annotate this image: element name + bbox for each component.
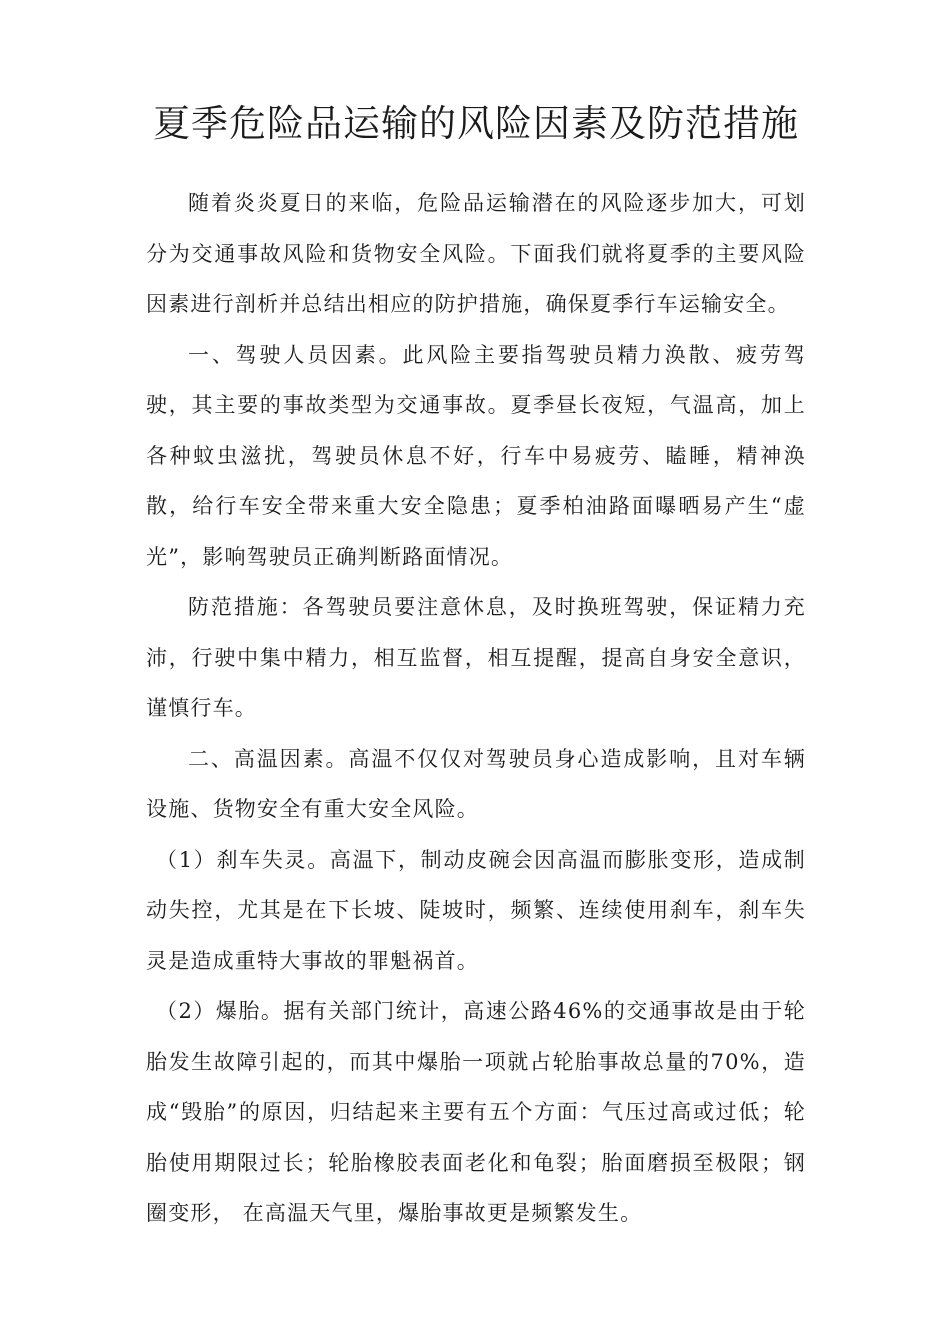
paragraph-tire-burst: （2）爆胎。据有关部门统计，高速公路46%的交通事故是由于轮胎发生故障引起的，而其中爆胎一项就占轮胎事故总量的70%，造成“毁胎”的原因，归结起来主要有五个方面：气压过高或过低；轮胎使用期限过长；轮胎橡胶表面老化和龟裂；胎面磨损至极限；钢圈变形， 在高温天气里，爆胎事故更是频繁发生。	[146, 999, 806, 1225]
paragraph-driver-factor: 一、驾驶人员因素。此风险主要指驾驶员精力涣散、疲劳驾驶，其主要的事故类型为交通事故。夏季昼长夜短，气温高，加上各种蚊虫滋扰，驾驶员休息不好，行车中易疲劳、瞌睡，精神涣散，给行车安全带来重大安全隐患；夏季柏油路面曝晒易产生“虚光”，影响驾驶员正确判断路面情况。	[146, 342, 806, 569]
document-page	[146, 96, 806, 1239]
paragraph-brake-failure: （1）刹车失灵。高温下，制动皮碗会因高温而膨胀变形，造成制动失控，尤其是在下长坡、陡坡时，频繁、连续使用刹车，刹车失灵是造成重特大事故的罪魁祸首。	[146, 847, 806, 973]
paragraph-intro: 随着炎炎夏日的来临，危险品运输潜在的风险逐步加大，可划分为交通事故风险和货物安全风险。下面我们就将夏季的主要风险因素进行剖析并总结出相应的防护措施，确保夏季行车运输安全。	[146, 191, 806, 316]
document-title: 夏季危险品运输的风险因素及防范措施	[153, 102, 799, 145]
paragraph-prevention: 防范措施：各驾驶员要注意休息，及时换班驾驶，保证精力充沛，行驶中集中精力，相互监督，相互提醒，提高自身安全意识，谨慎行车。	[146, 595, 806, 720]
paragraph-heat-factor: 二、高温因素。高温不仅仅对驾驶员身心造成影响，且对车辆设施、货物安全有重大安全风险。	[146, 746, 806, 821]
